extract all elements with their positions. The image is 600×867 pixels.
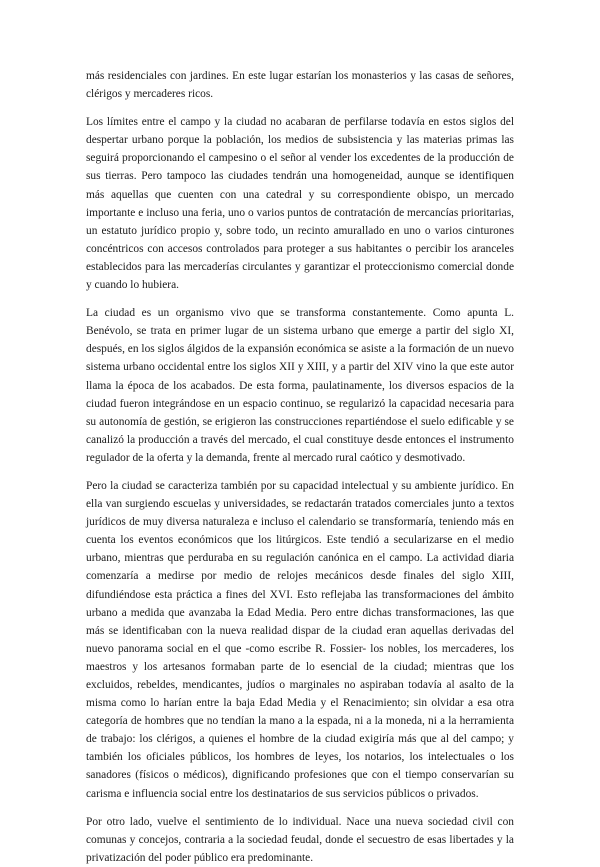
paragraph-3: La ciudad es un organismo vivo que se transforma constantemente. Como apunta L. Benévolo, se trata en primer lugar de un sistema urbano que emerge a partir del siglo XI, después, en los siglos álgidos de la expansión económica se asiste a la formación de un nuevo sistema urbano occidental entre los siglos XII y XIII, y a partir del XIV vino la que este autor llama la época de los acabados. De esta forma, paulatinamente, los diversos espacios de la ciudad fueron integrándose en un espacio continuo, se regularizó la capacidad necesaria para su autonomía de gestión, se erigieron las construcciones repartiéndose el suelo edificable y se canalizó la producción a través del mercado, el cual constituye desde entonces el instrumento regulador de la oferta y la demanda, frente al mercado rural caótico y desmotivado.: [86, 307, 514, 464]
paragraph-4: Pero la ciudad se caracteriza también por su capacidad intelectual y su ambiente jurídico. En ella van surgiendo escuelas y universidades, se redactarán tratados comerciales junto a textos jurídicos de muy diversa naturaleza e incluso el calendario se transformaría, teniendo más en cuenta los eventos económicos que los litúrgicos. Este tendió a secularizarse en el medio urbano, mientras que perduraba en su regulación canónica en el campo. La actividad diaria comenzaría a medirse por medio de relojes mecánicos desde finales del siglo XIII, difundiéndose esta práctica a fines del XVI. Esto reflejaba las transformaciones del ámbito urbano a medida que avanzaba la Edad Media. Pero entre dichas transformaciones, las que más se identificaban con la nueva realidad dispar de la ciudad eran aquellas derivadas del nuevo panorama social en el que -como escribe R. Fossier- los nobles, los mercaderes, los maestros y los artesanos formaban parte de lo esencial de la ciudad; mientras que los excluidos, rebeldes, mendicantes, judíos o marginales no aspiraban todavía al asalto de la misma como lo harían entre la baja Edad Media y el Renacimiento; sin olvidar a esa otra categoría de hombres que no tendían la mano a la espada, ni a la moneda, ni a la herramienta de trabajo: los clérigos, a quienes el hombre de la ciudad exigiría más que al del campo; y también los oficiales públicos, los hombres de leyes, los notarios, los intelectuales o los sanadores (físicos o médicos), dignificando profesiones que con el tiempo conservarían su carisma e influencia social entre los destinatarios de sus servicios públicos o privados.: [86, 479, 514, 800]
paragraph-2: Los límites entre el campo y la ciudad no acabaran de perfilarse todavía en estos siglos del despertar urbano porque la población, los medios de subsistencia y las materias primas las seguirá proporcionando el campesino o el señor al vender los excedentes de la producción de sus tierras. Pero tampoco las ciudades tendrán una homogeneidad, aunque se identifiquen más aquellas que cuenten con una catedral y su correspondiente obispo, un mercado importante e incluso una feria, uno o varios puntos de contratación de mercancías prioritarias, un estatuto jurídico propio y, sobre todo, un recinto amurallado en uno o varios cinturones concéntricos con accesos controlados para proteger a sus habitantes o percibir los aranceles establecidos para las mercaderías circulantes y garantizar el proteccionismo comercial donde y cuando lo hubiera.: [86, 116, 514, 292]
paragraph-1: más residenciales con jardines. En este lugar estarían los monasterios y las casas de señores, clérigos y mercaderes ricos.: [86, 70, 514, 101]
paragraph-5: Por otro lado, vuelve el sentimiento de lo individual. Nace una nueva sociedad civil con comunas y concejos, contraria a la sociedad feudal, donde el secuestro de esas libertades y la privatización del poder público era predominante.: [86, 815, 514, 864]
